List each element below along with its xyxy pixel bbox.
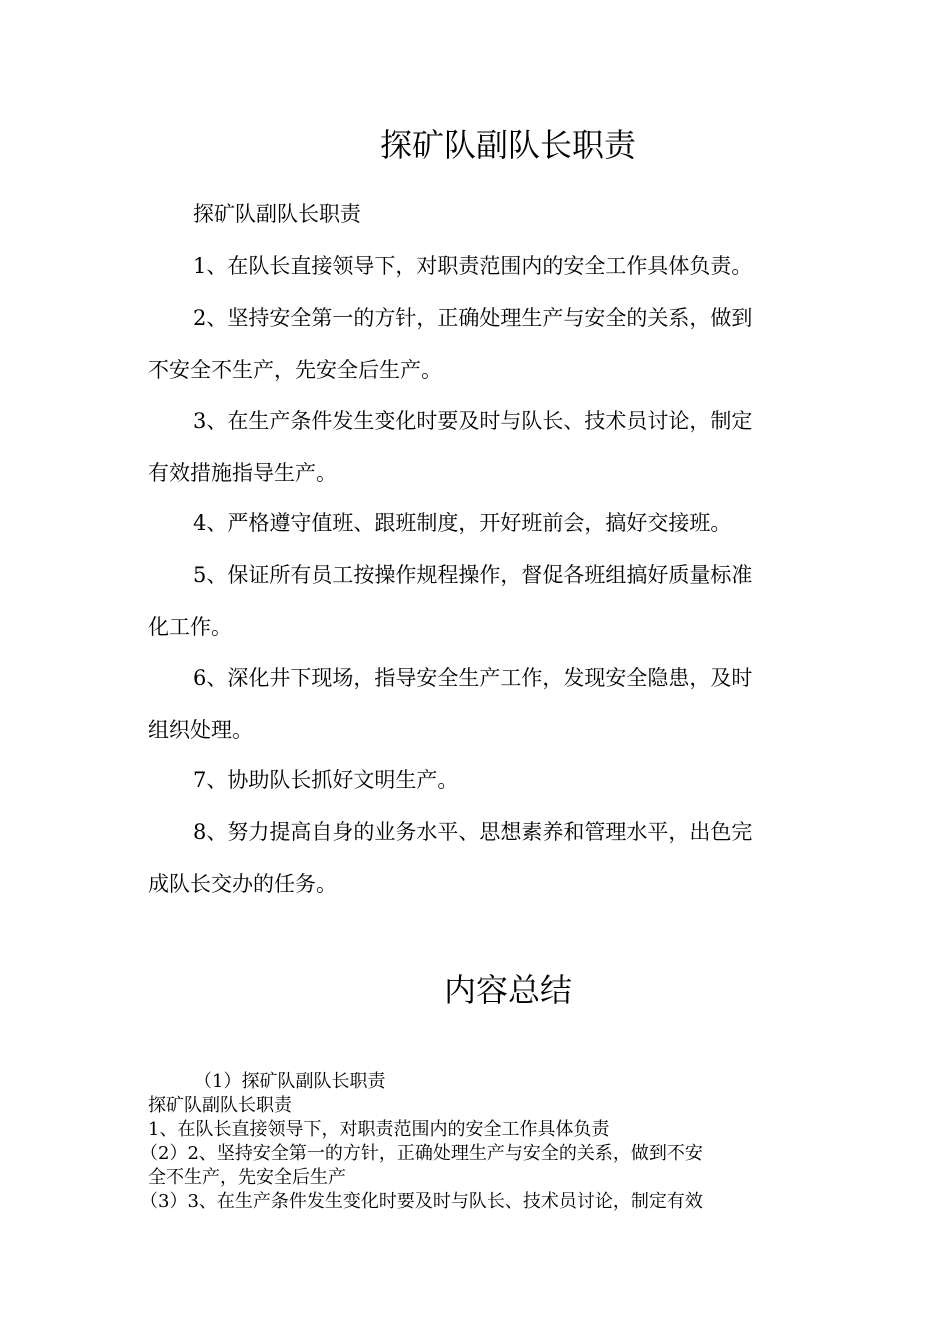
summary-line: 1、在队长直接领导下，对职责范围内的安全工作具体负责 [148,1119,610,1140]
summary-line: 探矿队副队长职责 [148,1095,292,1116]
paragraph-line: 7、协助队长抓好文明生产。 [193,768,459,792]
summary-title: 内容总结 [443,971,572,1009]
paragraph-line: 8、努力提高自身的业务水平、思想素养和管理水平，出色完 [193,820,753,844]
summary-body [140,1070,798,1214]
paragraph-line: 有效措施指导生产。 [148,461,337,485]
paragraph-item-7 [148,754,798,806]
paragraph-line: 2、坚持安全第一的方针，正确处理生产与安全的关系，做到 [193,306,753,330]
summary-line: （2）2、坚持安全第一的方针，正确处理生产与安全的关系，做到不安 [140,1143,703,1164]
paragraph-item-8 [148,806,798,910]
paragraph-line: 6、深化井下现场，指导安全生产工作，发现安全隐患，及时 [193,666,753,690]
summary-line: （1）探矿队副队长职责 [194,1071,386,1092]
paragraph-item-2 [148,292,798,396]
paragraph-item-3 [148,395,798,499]
paragraph-item-6 [148,652,798,756]
paragraph-line: 化工作。 [148,615,232,639]
page-title: 探矿队副队长职责 [379,126,636,164]
paragraph-heading [148,188,798,240]
paragraph-line: 探矿队副队长职责 [193,202,361,226]
paragraph-line: 成队长交办的任务。 [148,872,337,896]
paragraph-item-1 [148,240,798,292]
paragraph-item-5 [148,549,798,653]
summary-line: 全不生产，先安全后生产 [148,1167,346,1188]
paragraph-line: 组织处理。 [148,718,253,742]
paragraph-line: 5、保证所有员工按操作规程操作，督促各班组搞好质量标准 [193,563,753,587]
paragraph-line: 1、在队长直接领导下，对职责范围内的安全工作具体负责。 [193,254,753,278]
paragraph-line: 不安全不生产，先安全后生产。 [148,358,442,382]
paragraph-item-4 [148,497,798,549]
summary-line: （3）3、在生产条件发生变化时要及时与队长、技术员讨论，制定有效 [140,1191,703,1212]
paragraph-line: 3、在生产条件发生变化时要及时与队长、技术员讨论，制定 [193,409,753,433]
paragraph-line: 4、严格遵守值班、跟班制度，开好班前会，搞好交接班。 [193,511,732,535]
